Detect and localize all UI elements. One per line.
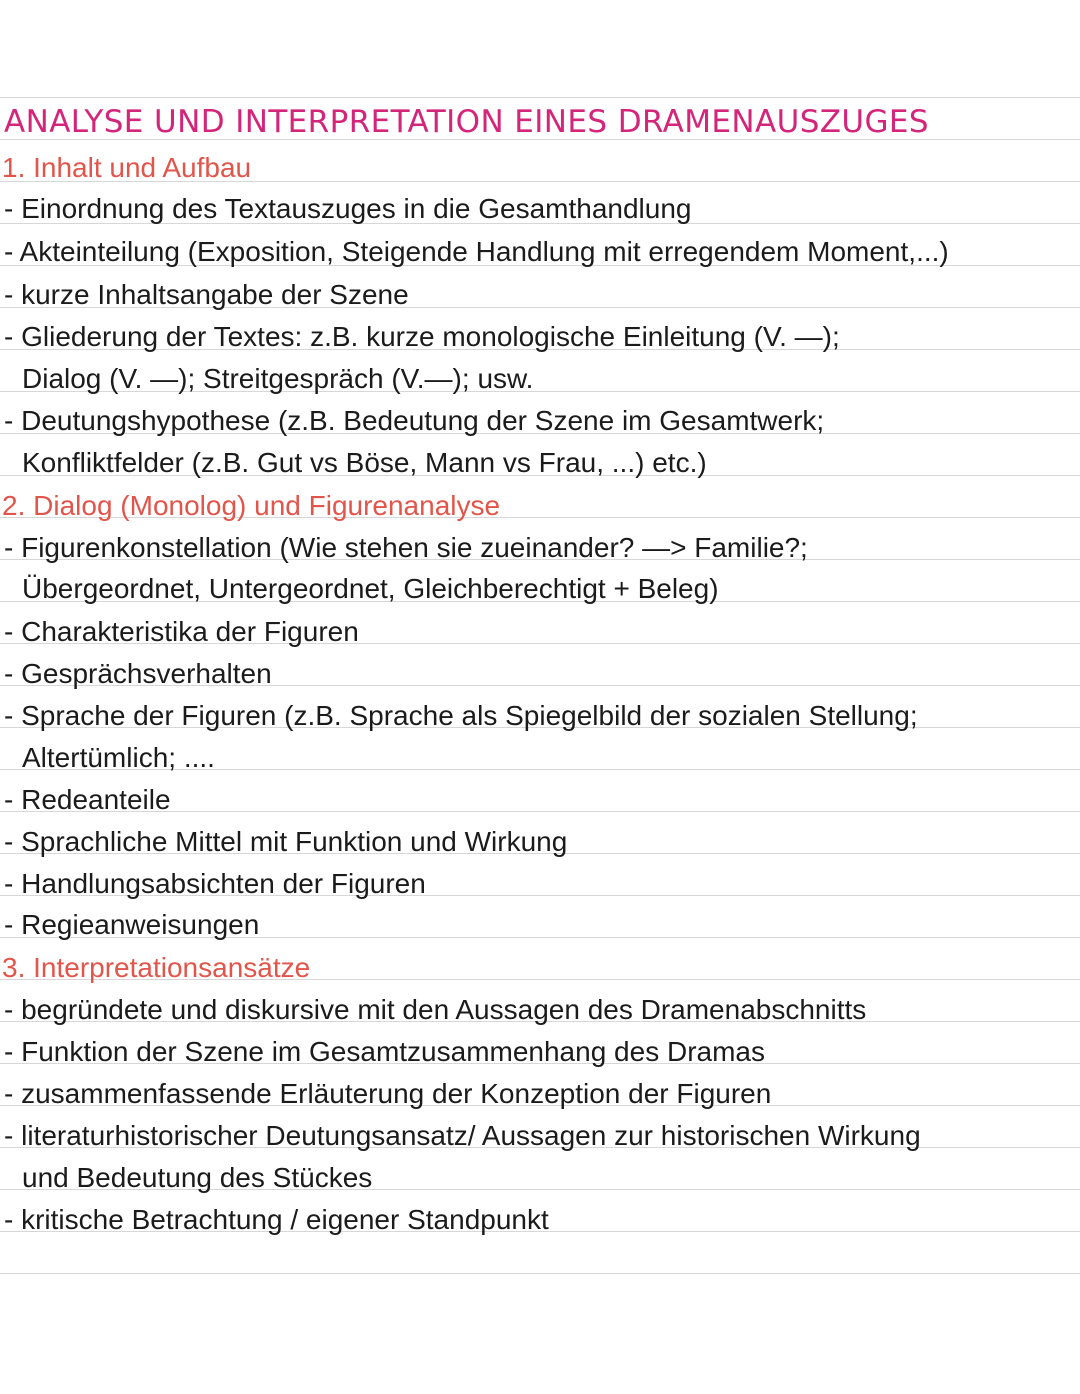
list-item: - literaturhistorischer Deutungsansatz/ Aussagen zur historischen Wirkung: [4, 1120, 921, 1151]
page-title: ANALYSE UND INTERPRETATION EINES DRAMENAUSZUGES: [4, 104, 929, 140]
list-item: - Gliederung der Textes: z.B. kurze monologische Einleitung (V. —);: [4, 321, 840, 352]
list-item: - Sprachliche Mittel mit Funktion und Wirkung: [4, 826, 568, 857]
list-item: - Gesprächsverhalten: [4, 658, 272, 689]
list-item: - Redeanteile: [4, 784, 171, 815]
list-item-continuation: Dialog (V. —); Streitgespräch (V.—); usw.: [22, 363, 534, 394]
rule-line: [0, 1273, 1080, 1274]
list-item-continuation: Altertümlich; ....: [22, 742, 215, 773]
section-heading-2: 2. Dialog (Monolog) und Figurenanalyse: [2, 490, 501, 521]
list-item-continuation: Übergeordnet, Untergeordnet, Gleichberechtigt + Beleg): [22, 573, 719, 604]
list-item-continuation: Konfliktfelder (z.B. Gut vs Böse, Mann vs Frau, ...) etc.): [22, 447, 707, 478]
list-item-continuation: und Bedeutung des Stückes: [22, 1162, 373, 1193]
list-item: - Deutungshypothese (z.B. Bedeutung der Szene im Gesamtwerk;: [4, 405, 825, 436]
list-item: - Figurenkonstellation (Wie stehen sie zueinander? —> Familie?;: [4, 532, 808, 563]
list-item: - Charakteristika der Figuren: [4, 616, 359, 647]
list-item: - zusammenfassende Erläuterung der Konzeption der Figuren: [4, 1078, 772, 1109]
list-item: - Sprache der Figuren (z.B. Sprache als Spiegelbild der sozialen Stellung;: [4, 700, 918, 731]
list-item: - Akteinteilung (Exposition, Steigende Handlung mit erregendem Moment,...): [4, 236, 949, 267]
list-item: - Regieanweisungen: [4, 909, 260, 940]
list-item: - Handlungsabsichten der Figuren: [4, 868, 426, 899]
list-item: - kurze Inhaltsangabe der Szene: [4, 279, 409, 310]
section-heading-1: 1. Inhalt und Aufbau: [2, 152, 252, 183]
section-heading-3: 3. Interpretationsansätze: [2, 952, 311, 983]
list-item: - Funktion der Szene im Gesamtzusammenhang des Dramas: [4, 1036, 765, 1067]
list-item: - Einordnung des Textauszuges in die Gesamthandlung: [4, 193, 692, 224]
list-item: - begründete und diskursive mit den Aussagen des Dramenabschnitts: [4, 994, 867, 1025]
rule-line: [0, 97, 1080, 98]
list-item: - kritische Betrachtung / eigener Standpunkt: [4, 1204, 549, 1235]
